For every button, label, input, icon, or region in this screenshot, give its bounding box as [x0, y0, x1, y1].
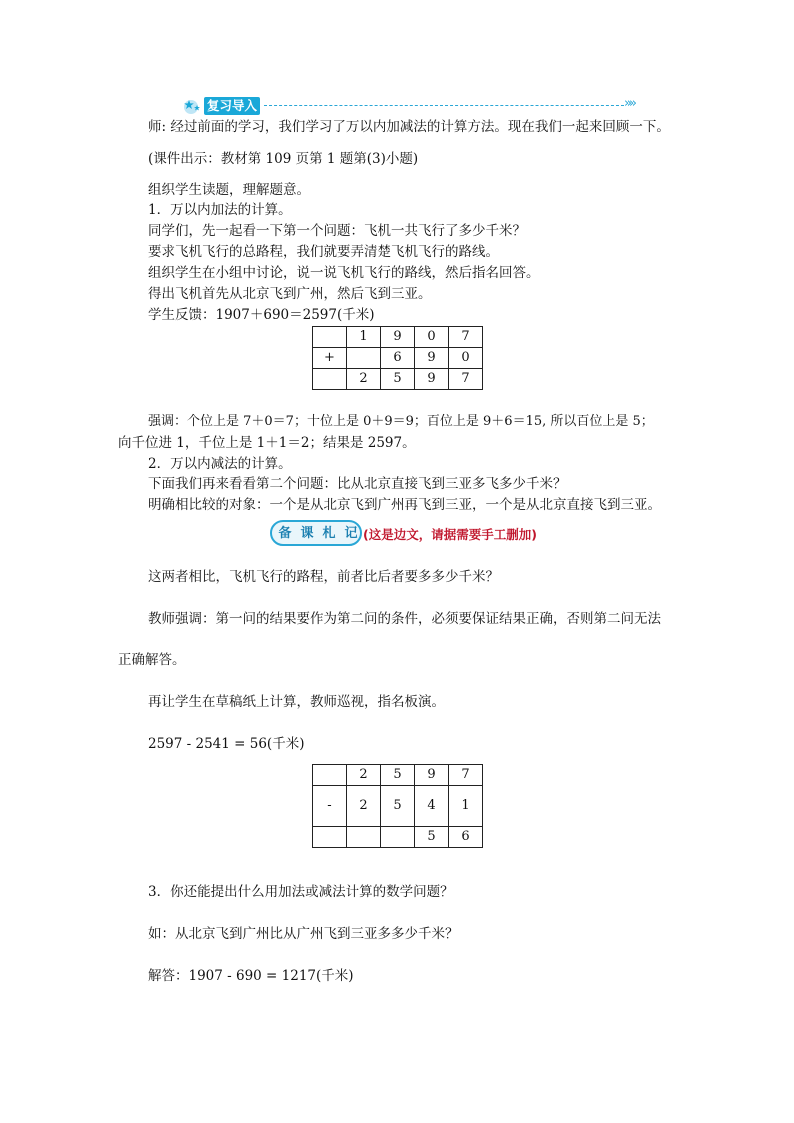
text-line: 要求飞机飞行的总路程，我们就要弄清楚飞机飞行的路线。 [148, 244, 499, 260]
text-line: 同学们，先一起看一下第一个问题：飞机一共飞行了多少千米？ [148, 223, 526, 239]
banner-label: 复习导入 [204, 97, 260, 115]
text-line: 学生反馈：1907＋690＝2597(千米) [148, 307, 375, 323]
table-cell: 5 [415, 827, 449, 848]
table-cell: 5 [381, 369, 415, 390]
text-line: 强调：个位上是 7＋0＝7；十位上是 0＋9＝9；百位上是 9＋6＝15, 所以百位上是 5； [148, 414, 654, 429]
table-cell: 1 [347, 327, 381, 348]
text-line: 解答：1907 - 690 = 1217(千米) [148, 968, 354, 984]
text-line: 这两者相比，飞机飞行的路程，前者比后者要多多少千米？ [148, 569, 499, 585]
table-cell: 9 [415, 348, 449, 369]
table-cell [313, 369, 347, 390]
text-line: 再让学生在草稿纸上计算，教师巡视，指名板演。 [148, 694, 445, 710]
text-line: 组织学生在小组中讨论，说一说飞机飞行的路线，然后指名回答。 [148, 265, 540, 281]
text-line: 师: 经过前面的学习，我们学习了万以内加减法的计算方法。现在我们一起来回顾一下。 [148, 119, 670, 135]
text-line: 教师强调：第一问的结果要作为第二问的条件，必须要保证结果正确，否则第二问无法 [148, 611, 661, 627]
table-cell: 0 [415, 327, 449, 348]
table-cell [347, 348, 381, 369]
section-banner [182, 94, 652, 118]
table-cell [381, 827, 415, 848]
table-cell [313, 765, 347, 786]
text-line: 下面我们再来看看第二个问题：比从北京直接飞到三亚多飞多少千米？ [148, 476, 567, 492]
table-cell: 7 [449, 327, 483, 348]
notes-char: 课 [300, 526, 314, 541]
table-cell: 5 [381, 765, 415, 786]
addition-table [312, 326, 483, 390]
table-cell: 4 [415, 786, 449, 827]
table-cell: 2 [347, 786, 381, 827]
table-cell: 1 [449, 786, 483, 827]
table-cell: 0 [449, 348, 483, 369]
text-line: 1．万以内加法的计算。 [148, 202, 292, 218]
text-line: (课件出示：教材第 109 页第 1 题第(3)小题) [148, 151, 419, 167]
subtraction-table [312, 764, 483, 848]
table-cell: 2 [347, 369, 381, 390]
stars-icon [182, 96, 206, 116]
text-line: 得出飞机首先从北京飞到广州，然后飞到三亚。 [148, 286, 432, 302]
text-line: 2597 - 2541 = 56(千米) [148, 736, 305, 752]
double-chevron-right-icon: »» [624, 96, 634, 111]
table-row [313, 327, 483, 348]
text-line: 2．万以内减法的计算。 [148, 456, 292, 472]
table-cell: 5 [381, 786, 415, 827]
table-cell: 6 [449, 827, 483, 848]
table-cell [313, 327, 347, 348]
table-cell: 6 [381, 348, 415, 369]
text-line: 3．你还能提出什么用加法或减法计算的数学问题？ [148, 884, 454, 900]
table-cell: 9 [381, 327, 415, 348]
notes-char: 札 [322, 526, 336, 541]
table-row [313, 786, 483, 827]
notes-char: 记 [344, 526, 358, 541]
table-row [313, 765, 483, 786]
table-cell: 7 [449, 765, 483, 786]
table-cell: - [313, 786, 347, 827]
notes-badge-pill [270, 520, 362, 546]
text-line: 明确相比较的对象：一个是从北京飞到广州再飞到三亚，一个是从北京直接飞到三亚。 [148, 497, 661, 513]
table-row [313, 369, 483, 390]
text-line: 组织学生读题，理解题意。 [148, 182, 310, 198]
table-cell: 9 [415, 765, 449, 786]
table-cell [313, 827, 347, 848]
text-line: 如：从北京飞到广州比从广州飞到三亚多多少千米？ [148, 926, 459, 942]
notes-char: 备 [278, 526, 292, 541]
notes-annotation: (这是边文，请据需要手工删加) [363, 527, 537, 542]
table-cell: + [313, 348, 347, 369]
table-cell: 7 [449, 369, 483, 390]
table-cell: 2 [347, 765, 381, 786]
table-row [313, 827, 483, 848]
text-line: 正确解答。 [118, 652, 186, 668]
table-row [313, 348, 483, 369]
table-cell: 9 [415, 369, 449, 390]
text-line: 向千位进 1，千位上是 1＋1＝2；结果是 2597。 [118, 435, 416, 451]
table-cell [347, 827, 381, 848]
banner-dashed-line [264, 105, 624, 106]
